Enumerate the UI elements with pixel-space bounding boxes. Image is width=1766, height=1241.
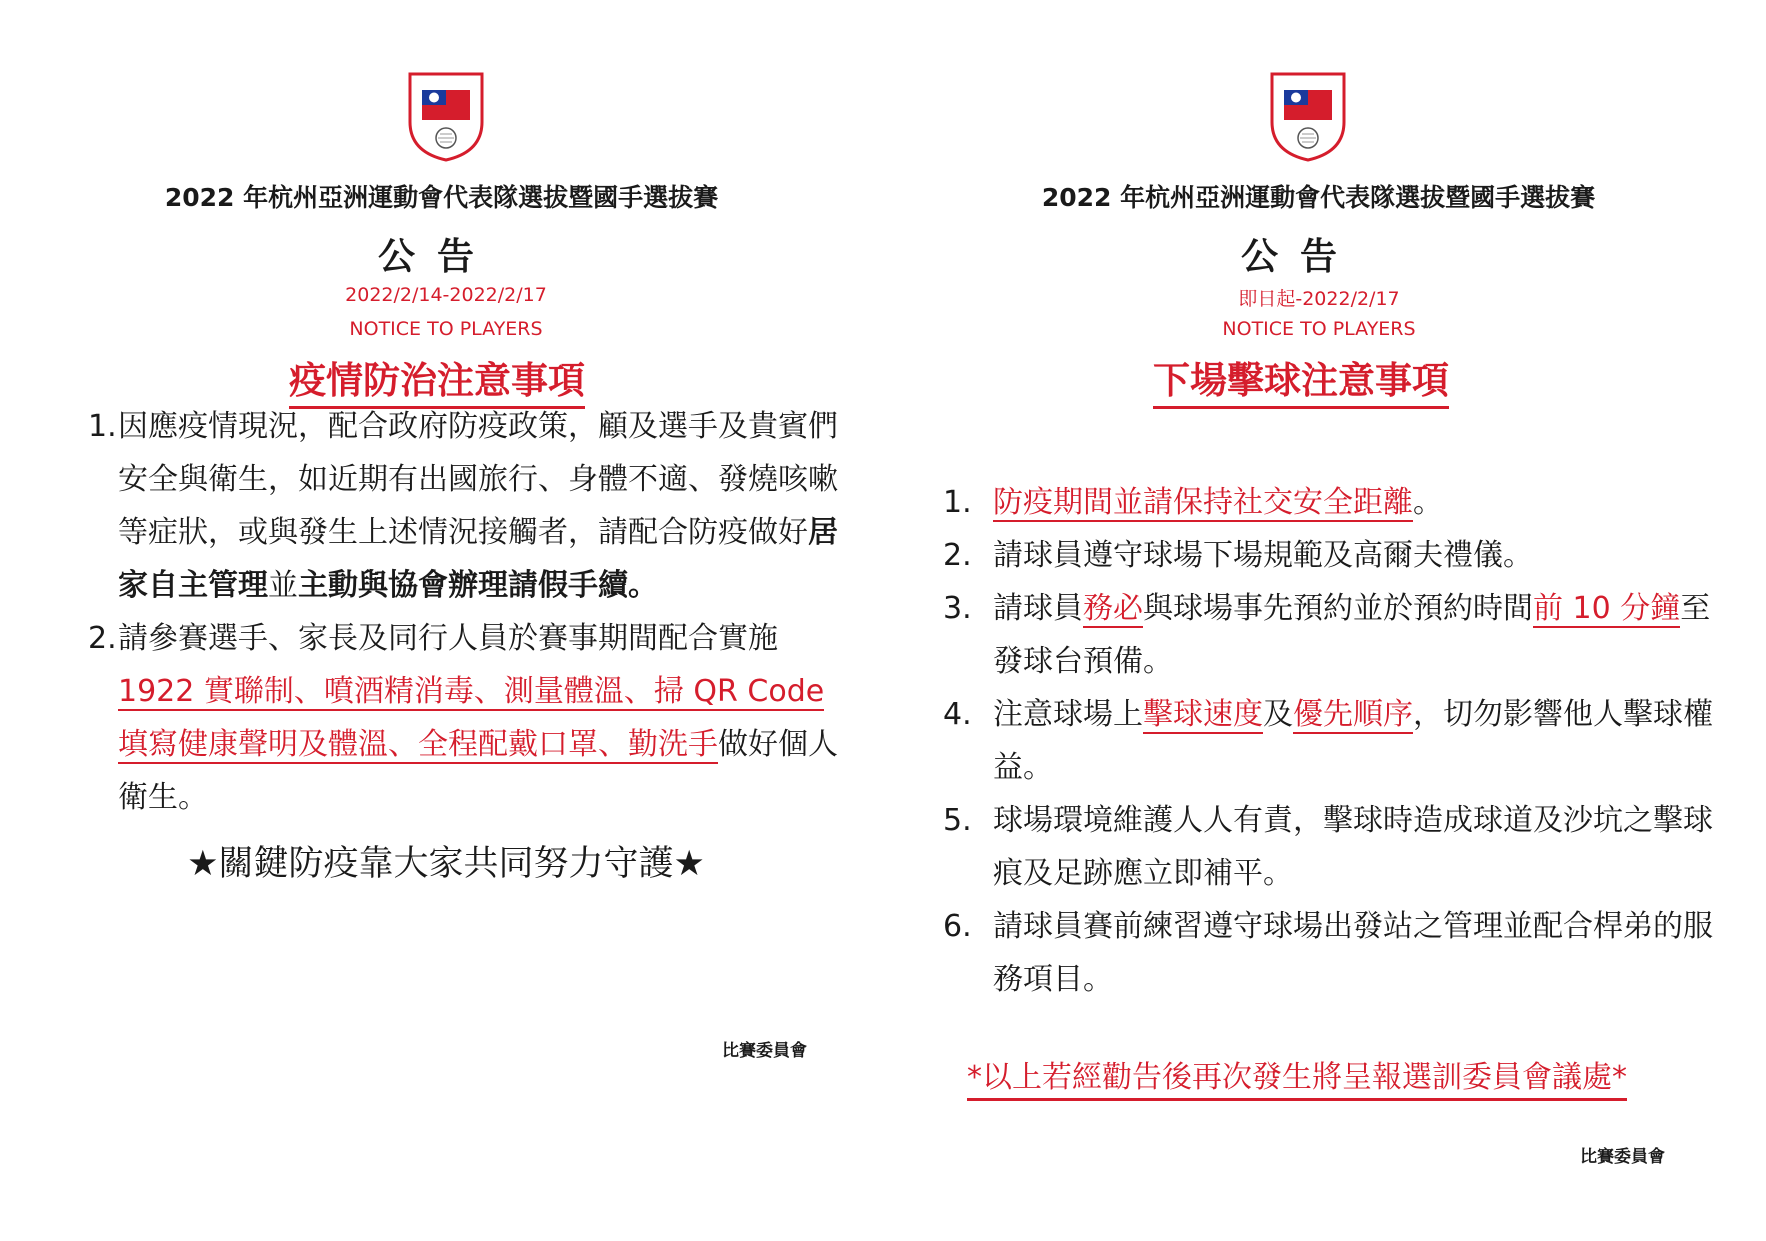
- item-number: 1.: [943, 485, 972, 520]
- item-text: 至發球台預備。: [993, 591, 1711, 679]
- item-text: 因應疫情現況，配合政府防疫政策，顧及選手及貴賓們安全與衛生，如近期有出國旅行、身體不適、發燒咳嗽等症狀，或與發生上述情況接觸者，請配合防疫做好: [118, 409, 838, 550]
- list-item: [943, 529, 1723, 582]
- item-number: 4.: [943, 697, 972, 732]
- item-text: 及: [1263, 697, 1293, 732]
- association-logo: [404, 70, 488, 162]
- item-highlight-text: 1922 實聯制、噴酒精消毒、測量體溫、掃 QR Code 填寫健康聲明及體溫、全程配戴口罩、勤洗手: [118, 674, 825, 762]
- notice-label: NOTICE TO PLAYERS: [349, 318, 543, 340]
- flag-logo-icon: [1266, 70, 1350, 162]
- item-number: 2.: [943, 538, 972, 573]
- item-text: 。: [1413, 485, 1443, 520]
- item-highlight-text: 優先順序: [1293, 697, 1413, 732]
- item-text: 並: [268, 568, 298, 603]
- section-subheading: 疫情防治注意事項: [289, 350, 585, 409]
- list-item: [88, 612, 848, 824]
- item-text: 與球場事先預約並於預約時間: [1143, 591, 1533, 626]
- item-bold-text: 主動與協會辦理請假手續: [298, 568, 628, 603]
- item-highlight-text: 擊球速度: [1143, 697, 1263, 732]
- item-bold-text: 居家自主管理: [118, 515, 838, 603]
- association-logo: [1266, 70, 1350, 162]
- announcement-heading: 公告: [1241, 235, 1359, 278]
- item-text: ，切勿影響他人擊球權益。: [993, 697, 1713, 785]
- item-text: 注意球場上: [993, 697, 1143, 732]
- date-range: 即日起-2022/2/17: [1238, 288, 1400, 310]
- list-item: [943, 582, 1723, 688]
- item-number: 3.: [943, 591, 972, 626]
- list-item: [943, 794, 1723, 900]
- notice-panel-right: [883, 0, 1766, 1241]
- announcement-heading: 公告: [378, 235, 496, 278]
- item-text: 請球員遵守球場下場規範及高爾夫禮儀。: [993, 538, 1533, 573]
- list-item: [943, 688, 1723, 794]
- notice-list: [88, 400, 848, 824]
- event-title: 2022 年杭州亞洲運動會代表隊選拔暨國手選拔賽: [1041, 183, 1596, 212]
- item-text: 。: [628, 568, 658, 603]
- flag-logo-icon: [404, 70, 488, 162]
- item-number: 1.: [88, 409, 117, 444]
- item-text: 請參賽選手、家長及同行人員於賽事期間配合實施: [118, 621, 778, 656]
- warning-note: *以上若經勸告後再次發生將呈報選訓委員會議處*: [967, 1052, 1627, 1101]
- list-item: [943, 476, 1723, 529]
- item-text: 球場環境維護人人有責，擊球時造成球道及沙坑之擊球痕及足跡應立即補平。: [993, 803, 1713, 891]
- item-number: 6.: [943, 909, 972, 944]
- event-title: 2022 年杭州亞洲運動會代表隊選拔暨國手選拔賽: [164, 183, 719, 212]
- notice-list: [943, 476, 1723, 1006]
- notice-label: NOTICE TO PLAYERS: [1222, 318, 1416, 340]
- item-number: 2.: [88, 621, 117, 656]
- committee-signature: 比賽委員會: [722, 1041, 807, 1061]
- list-item: [943, 900, 1723, 1006]
- committee-signature: 比賽委員會: [1580, 1147, 1665, 1167]
- item-highlight-text: 前 10 分鐘: [1533, 591, 1681, 626]
- slogan: ★關鍵防疫靠大家共同努力守護★: [187, 844, 705, 884]
- item-highlight-text: 防疫期間並請保持社交安全距離: [993, 485, 1413, 520]
- item-highlight-text: 務必: [1083, 591, 1143, 626]
- item-text: 請球員賽前練習遵守球場出發站之管理並配合桿弟的服務項目。: [993, 909, 1713, 997]
- list-item: [88, 400, 848, 612]
- item-text: 做好個人衛生。: [118, 727, 838, 815]
- item-number: 5.: [943, 803, 972, 838]
- section-subheading: 下場擊球注意事項: [1153, 350, 1449, 409]
- item-text: 請球員: [993, 591, 1083, 626]
- date-range: 2022/2/14-2022/2/17: [345, 284, 547, 306]
